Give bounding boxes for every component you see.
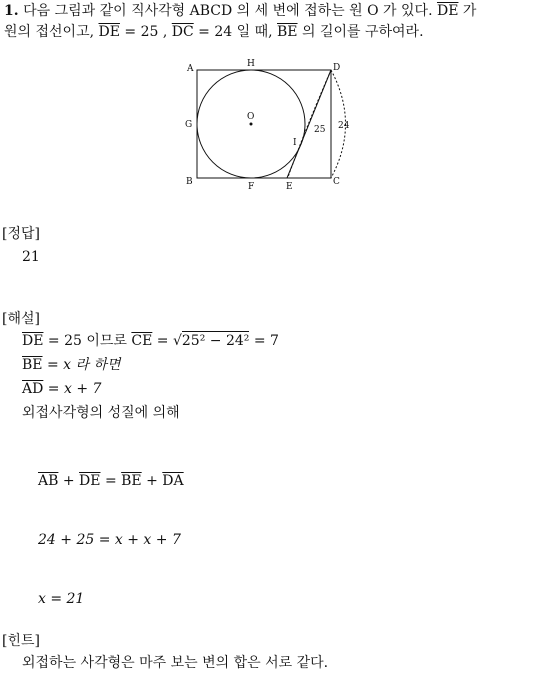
rectangle-abcd	[197, 70, 331, 178]
label-b: B	[186, 177, 193, 187]
answer-heading: [정답]	[2, 226, 40, 242]
sol-result-1: = 7	[253, 333, 279, 349]
eq-seg-de: $\overline{DE}$	[79, 473, 101, 489]
problem-text-1b: 가	[462, 3, 477, 19]
problem-text-2b: 의 길이를 구하여라.	[301, 24, 424, 40]
eq-de: = 25 ,	[124, 24, 168, 40]
solution-line-2	[22, 356, 121, 374]
sol-text-3: = x + 7	[47, 381, 102, 397]
sol-seg-ce: $\overline{CE}$	[131, 333, 153, 349]
label-i: I	[293, 138, 297, 148]
eq-seg-ab: $\overline{AB}$	[38, 473, 59, 489]
solution-equation-3: x = 21	[38, 591, 85, 607]
eq-plus-1: +	[62, 473, 75, 489]
label-o: O	[247, 112, 255, 122]
solution-heading: [해설]	[2, 311, 40, 327]
hint-heading: [힌트]	[2, 633, 40, 649]
eq-plus-2: +	[146, 473, 158, 489]
sol-text-1: = 25 이므로	[47, 333, 127, 349]
center-point	[250, 123, 253, 126]
segment-de: $\overline{DE}$	[436, 3, 459, 19]
sol-seg-be: $\overline{BE}$	[22, 357, 43, 373]
solution-line-4: 외접사각형의 성질에 의해	[22, 405, 180, 421]
eq-dc: = 24 일 때,	[198, 24, 273, 40]
problem-text-1a: 다음 그림과 같이 직사각형 ABCD 의 세 변에 접하는 원 O 가 있다.	[23, 3, 433, 19]
problem-number: 1.	[4, 3, 19, 19]
label-a: A	[187, 64, 194, 74]
label-d: D	[333, 63, 341, 73]
label-e: E	[286, 182, 293, 192]
solution-equation-1	[38, 472, 184, 490]
segment-de-2: $\overline{DE}$	[98, 24, 120, 40]
sol-seg-ad: $\overline{AD}$	[22, 381, 44, 397]
problem-text-2a: 원의 접선이고,	[4, 24, 95, 40]
eq-equals: =	[104, 473, 117, 489]
label-h: H	[247, 59, 255, 69]
sol-seg-de: $\overline{DE}$	[22, 333, 44, 349]
label-c: C	[333, 177, 340, 187]
segment-dc: $\overline{DC}$	[171, 24, 194, 40]
solution-line-1	[22, 332, 279, 350]
segment-be: $\overline{BE}$	[277, 24, 298, 40]
label-g: G	[185, 120, 193, 130]
eq-seg-da: $\overline{DA}$	[162, 473, 184, 489]
hint-text: 외접하는 사각형은 마주 보는 변의 합은 서로 같다.	[22, 655, 329, 671]
sol-text-2: = x 라 하면	[46, 357, 121, 373]
eq-seg-be: $\overline{BE}$	[121, 473, 142, 489]
answer-value: 21	[22, 249, 40, 265]
solution-equation-2: 24 + 25 = x + x + 7	[38, 532, 181, 548]
sqrt-radicand: 25² − 24²	[181, 333, 250, 349]
label-25: 25	[314, 125, 326, 135]
sol-eq-1: =	[156, 333, 169, 349]
solution-line-3	[22, 380, 101, 398]
sqrt-symbol: √	[172, 333, 182, 349]
label-f: F	[248, 182, 255, 192]
label-24: 24	[338, 121, 350, 131]
